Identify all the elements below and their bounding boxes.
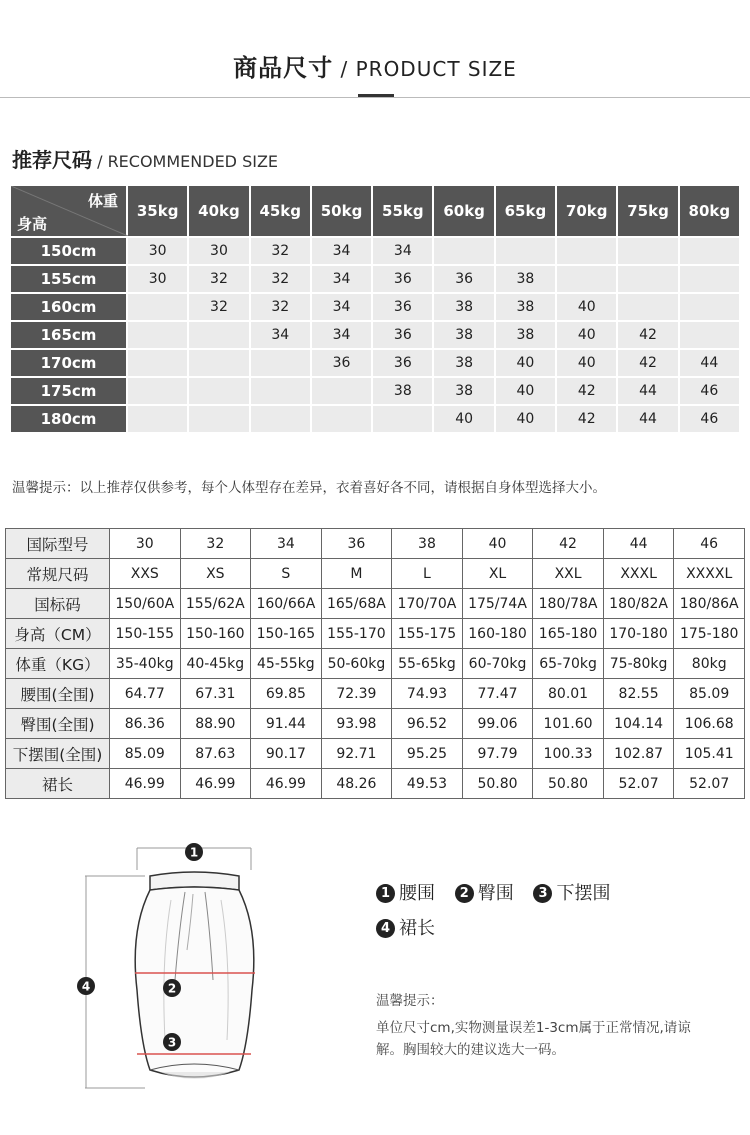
spec-cell: 170-180	[603, 619, 674, 649]
spec-cell: 155-175	[392, 619, 463, 649]
spec-cell: XXS	[110, 559, 181, 589]
weight-header-cell: 60kg	[433, 185, 494, 237]
size-cell	[495, 237, 556, 265]
spec-cell: 160/66A	[251, 589, 322, 619]
size-cell: 38	[495, 321, 556, 349]
table-row	[6, 559, 745, 589]
skirt-illustration	[75, 840, 285, 1100]
spec-cell: XXXXL	[674, 559, 745, 589]
spec-cell: 85.09	[674, 679, 745, 709]
table-row	[10, 377, 740, 405]
spec-cell: 46.99	[180, 769, 251, 799]
size-cell: 44	[617, 377, 678, 405]
spec-cell: 150-160	[180, 619, 251, 649]
table-row	[6, 649, 745, 679]
marker-3-label: 3	[167, 1035, 177, 1050]
size-cell: 40	[495, 377, 556, 405]
spec-cell: 55-65kg	[392, 649, 463, 679]
height-label-cell: 180cm	[10, 405, 127, 433]
weight-header-cell: 65kg	[495, 185, 556, 237]
legend-waist	[376, 883, 435, 904]
marker-4-label: 4	[81, 979, 91, 994]
spec-cell: 92.71	[321, 739, 392, 769]
size-cell: 38	[372, 377, 433, 405]
spec-cell: 35-40kg	[110, 649, 181, 679]
spec-cell: 52.07	[603, 769, 674, 799]
legend-hem	[533, 883, 610, 904]
note-body: 单位尺寸cm,实物测量误差1-3cm属于正常情况,请谅解。胸围较大的建议选大一码。	[376, 1020, 691, 1058]
spec-cell: 80kg	[674, 649, 745, 679]
spec-cell: 42	[533, 529, 604, 559]
size-cell: 38	[495, 265, 556, 293]
size-cell: 32	[188, 293, 249, 321]
size-cell: 42	[617, 321, 678, 349]
legend-num-4: 4	[376, 919, 395, 938]
weight-header-row	[10, 185, 740, 237]
size-cell	[188, 405, 249, 433]
size-cell	[188, 321, 249, 349]
spec-cell: M	[321, 559, 392, 589]
legend-num-3: 3	[533, 884, 552, 903]
spec-cell: XS	[180, 559, 251, 589]
table-row	[6, 769, 745, 799]
spec-cell: 50.80	[533, 769, 604, 799]
size-cell	[250, 349, 311, 377]
spec-cell: 106.68	[674, 709, 745, 739]
table-row	[6, 589, 745, 619]
spec-cell: 80.01	[533, 679, 604, 709]
size-cell	[188, 349, 249, 377]
size-cell: 46	[679, 377, 740, 405]
recommended-size-table	[9, 184, 741, 434]
weight-header-cell: 45kg	[250, 185, 311, 237]
size-cell: 36	[372, 349, 433, 377]
spec-cell: 175-180	[674, 619, 745, 649]
legend-label-hip: 臀围	[477, 883, 514, 904]
size-cell	[556, 265, 617, 293]
size-cell	[250, 377, 311, 405]
legend-label-hem: 下摆围	[556, 883, 611, 904]
row-label-cell: 臀围(全围)	[6, 709, 110, 739]
spec-cell: 150-165	[251, 619, 322, 649]
header-divider	[0, 97, 750, 98]
size-cell	[617, 237, 678, 265]
page-title-cn: 商品尺寸	[233, 54, 334, 82]
spec-cell: 46	[674, 529, 745, 559]
corner-weight-label: 体重	[87, 192, 118, 210]
spec-cell: 150/60A	[110, 589, 181, 619]
legend-row-1	[376, 879, 624, 905]
spec-cell: 102.87	[603, 739, 674, 769]
size-cell	[679, 321, 740, 349]
size-cell: 32	[250, 293, 311, 321]
note-title: 温馨提示：	[376, 993, 444, 1009]
size-cell	[679, 265, 740, 293]
size-cell: 36	[311, 349, 372, 377]
size-cell: 32	[250, 265, 311, 293]
row-label-cell: 腰围(全围)	[6, 679, 110, 709]
size-cell	[127, 405, 188, 433]
row-label-cell: 裙长	[6, 769, 110, 799]
legend-label-length: 裙长	[399, 918, 435, 939]
spec-cell: 69.85	[251, 679, 322, 709]
size-spec-table	[5, 528, 745, 799]
spec-cell: 97.79	[462, 739, 533, 769]
size-cell: 34	[311, 321, 372, 349]
size-cell	[433, 237, 494, 265]
table-corner	[10, 185, 127, 237]
spec-cell: 40-45kg	[180, 649, 251, 679]
size-cell	[679, 293, 740, 321]
marker-2	[163, 979, 181, 997]
spec-cell: 48.26	[321, 769, 392, 799]
weight-header-cell: 35kg	[127, 185, 188, 237]
size-cell: 30	[188, 237, 249, 265]
size-cell: 30	[127, 237, 188, 265]
skirt-measurement-diagram	[75, 840, 285, 1100]
size-cell: 40	[495, 405, 556, 433]
size-cell: 40	[433, 405, 494, 433]
spec-cell: XXXL	[603, 559, 674, 589]
spec-cell: 180/78A	[533, 589, 604, 619]
height-label-cell: 160cm	[10, 293, 127, 321]
table-row	[10, 265, 740, 293]
spec-cell: 88.90	[180, 709, 251, 739]
table-row	[10, 293, 740, 321]
size-cell: 36	[372, 265, 433, 293]
size-cell: 42	[556, 377, 617, 405]
spec-cell: 86.36	[110, 709, 181, 739]
height-label-cell: 170cm	[10, 349, 127, 377]
size-cell: 34	[311, 265, 372, 293]
size-cell: 34	[311, 293, 372, 321]
table-row	[10, 349, 740, 377]
size-cell: 38	[495, 293, 556, 321]
recommended-title-en: / RECOMMENDED SIZE	[92, 152, 279, 171]
table-row	[10, 321, 740, 349]
size-cell: 40	[556, 321, 617, 349]
marker-1-label: 1	[189, 845, 199, 860]
table-row	[6, 619, 745, 649]
spec-cell: 165-180	[533, 619, 604, 649]
size-cell: 40	[556, 293, 617, 321]
marker-2-label: 2	[167, 981, 177, 996]
spec-cell: 155-170	[321, 619, 392, 649]
size-spec-table-body	[6, 529, 745, 799]
spec-cell: 38	[392, 529, 463, 559]
spec-cell: 104.14	[603, 709, 674, 739]
spec-cell: 34	[251, 529, 322, 559]
row-label-cell: 下摆围(全围)	[6, 739, 110, 769]
spec-cell: 75-80kg	[603, 649, 674, 679]
recommended-table-body	[10, 237, 740, 433]
spec-cell: 44	[603, 529, 674, 559]
size-cell: 38	[433, 293, 494, 321]
table-row	[6, 529, 745, 559]
size-cell	[617, 293, 678, 321]
size-cell: 38	[433, 321, 494, 349]
size-cell: 36	[372, 321, 433, 349]
size-cell	[250, 405, 311, 433]
size-cell	[127, 349, 188, 377]
spec-cell: 160-180	[462, 619, 533, 649]
spec-cell: 105.41	[674, 739, 745, 769]
height-label-cell: 150cm	[10, 237, 127, 265]
legend-num-1: 1	[376, 884, 395, 903]
marker-4	[77, 977, 95, 995]
table-row	[6, 679, 745, 709]
spec-cell: 36	[321, 529, 392, 559]
spec-cell: XXL	[533, 559, 604, 589]
size-cell	[679, 237, 740, 265]
spec-cell: 60-70kg	[462, 649, 533, 679]
spec-cell: 180/86A	[674, 589, 745, 619]
spec-cell: 32	[180, 529, 251, 559]
spec-cell: 165/68A	[321, 589, 392, 619]
marker-3	[163, 1033, 181, 1051]
spec-cell: 40	[462, 529, 533, 559]
spec-cell: 85.09	[110, 739, 181, 769]
spec-cell: 30	[110, 529, 181, 559]
height-label-cell: 175cm	[10, 377, 127, 405]
size-cell: 40	[556, 349, 617, 377]
size-cell: 34	[372, 237, 433, 265]
spec-cell: S	[251, 559, 322, 589]
spec-cell: 180/82A	[603, 589, 674, 619]
size-cell: 42	[556, 405, 617, 433]
spec-cell: 82.55	[603, 679, 674, 709]
legend-length	[376, 918, 435, 939]
recommended-title-cn: 推荐尺码	[12, 148, 92, 172]
size-cell: 34	[250, 321, 311, 349]
size-cell: 32	[250, 237, 311, 265]
spec-cell: 101.60	[533, 709, 604, 739]
spec-cell: 64.77	[110, 679, 181, 709]
size-cell	[372, 405, 433, 433]
spec-cell: 170/70A	[392, 589, 463, 619]
table-row	[10, 237, 740, 265]
weight-header-cell: 40kg	[188, 185, 249, 237]
height-label-cell: 155cm	[10, 265, 127, 293]
size-cell: 44	[617, 405, 678, 433]
table-row	[10, 405, 740, 433]
row-label-cell: 常规尺码	[6, 559, 110, 589]
spec-cell: 95.25	[392, 739, 463, 769]
size-cell: 36	[433, 265, 494, 293]
spec-cell: XL	[462, 559, 533, 589]
recommended-size-heading	[12, 144, 278, 173]
weight-header-cell: 50kg	[311, 185, 372, 237]
weight-header-cell: 55kg	[372, 185, 433, 237]
spec-cell: 46.99	[110, 769, 181, 799]
corner-height-label: 身高	[17, 215, 48, 233]
weight-header-cell: 80kg	[679, 185, 740, 237]
spec-cell: 91.44	[251, 709, 322, 739]
size-cell: 30	[127, 265, 188, 293]
spec-cell: 45-55kg	[251, 649, 322, 679]
weight-header-cell: 75kg	[617, 185, 678, 237]
spec-cell: 49.53	[392, 769, 463, 799]
size-cell: 38	[433, 377, 494, 405]
recommendation-tip: 温馨提示：以上推荐仅供参考，每个人体型存在差异，衣着喜好各不同，请根据自身体型选择大小。	[12, 480, 606, 496]
spec-cell: 50-60kg	[321, 649, 392, 679]
spec-cell: 175/74A	[462, 589, 533, 619]
size-cell: 34	[311, 237, 372, 265]
size-cell	[127, 321, 188, 349]
legend-label-waist: 腰围	[399, 883, 435, 904]
size-cell	[617, 265, 678, 293]
spec-cell: 155/62A	[180, 589, 251, 619]
size-cell	[188, 377, 249, 405]
spec-cell: 72.39	[321, 679, 392, 709]
spec-cell: 77.47	[462, 679, 533, 709]
table-row	[6, 739, 745, 769]
legend-row-2	[376, 914, 435, 940]
spec-cell: 150-155	[110, 619, 181, 649]
spec-cell: 67.31	[180, 679, 251, 709]
table-row	[6, 709, 745, 739]
spec-cell: 50.80	[462, 769, 533, 799]
spec-cell: 52.07	[674, 769, 745, 799]
size-cell: 40	[495, 349, 556, 377]
spec-cell: 87.63	[180, 739, 251, 769]
size-cell: 42	[617, 349, 678, 377]
spec-cell: 93.98	[321, 709, 392, 739]
height-label-cell: 165cm	[10, 321, 127, 349]
size-cell	[127, 293, 188, 321]
size-cell: 36	[372, 293, 433, 321]
spec-cell: 99.06	[462, 709, 533, 739]
spec-cell: 65-70kg	[533, 649, 604, 679]
size-cell	[311, 405, 372, 433]
spec-cell: 100.33	[533, 739, 604, 769]
size-cell: 32	[188, 265, 249, 293]
size-cell	[311, 377, 372, 405]
row-label-cell: 国标码	[6, 589, 110, 619]
page-title-en: / PRODUCT SIZE	[333, 57, 517, 81]
row-label-cell: 体重（KG）	[6, 649, 110, 679]
row-label-cell: 身高（CM）	[6, 619, 110, 649]
size-cell	[127, 377, 188, 405]
size-cell: 44	[679, 349, 740, 377]
legend-hip	[455, 883, 514, 904]
size-cell	[556, 237, 617, 265]
page-header	[0, 48, 750, 83]
marker-1	[185, 843, 203, 861]
weight-header-cell: 70kg	[556, 185, 617, 237]
spec-cell: 96.52	[392, 709, 463, 739]
spec-cell: L	[392, 559, 463, 589]
spec-cell: 74.93	[392, 679, 463, 709]
spec-cell: 46.99	[251, 769, 322, 799]
size-cell: 38	[433, 349, 494, 377]
spec-cell: 90.17	[251, 739, 322, 769]
row-label-cell: 国际型号	[6, 529, 110, 559]
legend-num-2: 2	[455, 884, 474, 903]
size-cell: 46	[679, 405, 740, 433]
